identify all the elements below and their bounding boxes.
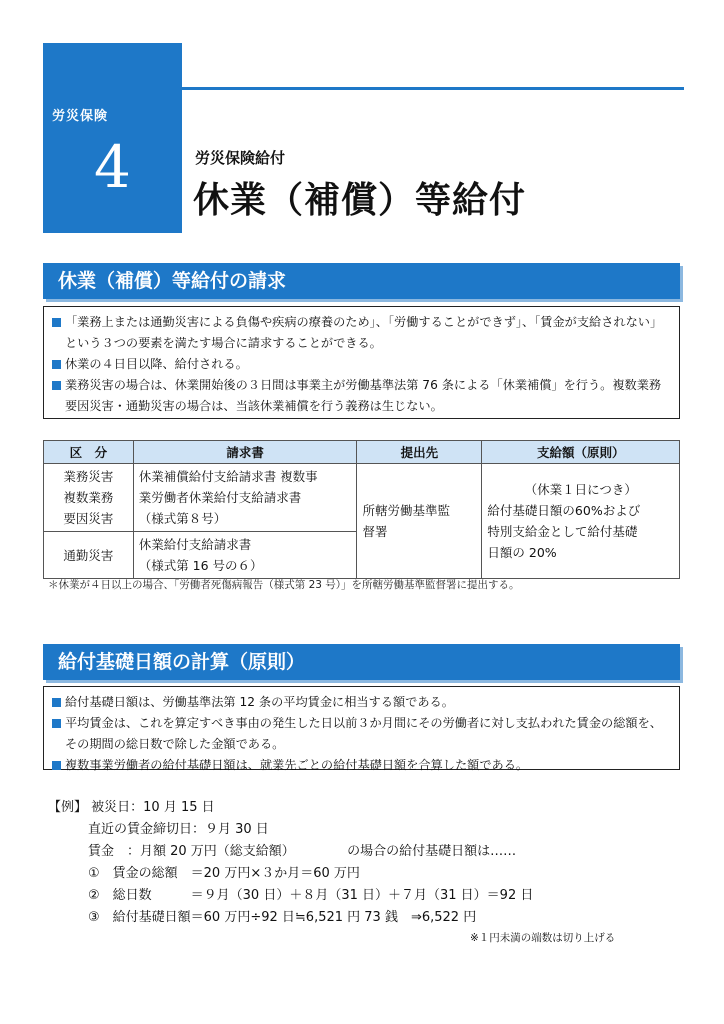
bullet-item: 複数事業労働者の給付基礎日額は、就業先ごとの給付基礎日額を合算した額である。 — [52, 755, 671, 776]
col-header-form: 請求書 — [133, 441, 357, 464]
cell-destination: 所轄労働基準監 督署 — [357, 464, 482, 579]
example-block — [48, 797, 533, 929]
example-step: ① 賃金の総額 ＝20 万円×３か月＝60 万円 — [88, 866, 360, 881]
col-header-amount: 支給額（原則） — [482, 441, 680, 464]
example-label: 【例】 — [48, 800, 88, 815]
chapter-number: 4 — [94, 133, 131, 201]
cell-category-work: 業務災害 複数業務 要因災害 — [44, 464, 134, 532]
page-title: 休業（補償）等給付 — [193, 180, 527, 221]
example-step: ② 総日数 ＝９月（30 日）＋８月（31 日）＋７月（31 日）＝92 日 — [88, 888, 534, 903]
table-header-row — [44, 441, 680, 464]
example-injury-date: 被災日：10 月 15 日 — [91, 800, 215, 815]
cell-form-work: 休業補償給付支給請求書 複数事 業労働者休業給付支給請求書 （様式第８号） — [133, 464, 357, 532]
calculation-box — [43, 686, 680, 770]
table-row — [44, 464, 680, 532]
page-subtitle: 労災保険給付 — [195, 149, 286, 167]
bullet-item: 「業務上または通勤災害による負傷や疾病の療養のため」、「労働することができず」、「賃金が支給されない」という３つの要素を満たす場合に請求することができる。 — [52, 312, 671, 354]
category-label: 労災保険 — [52, 109, 109, 124]
header-rule — [182, 87, 684, 90]
cell-form-commute: 休業給付支給請求書 （様式第 16 号の６） — [133, 532, 357, 579]
claim-conditions-box — [43, 306, 680, 419]
benefit-table — [43, 440, 680, 579]
bullet-item: 平均賃金は、これを算定すべき事由の発生した日以前３か月間にその労働者に対し支払われた賃金の総額を、その期間の総日数で除した金額である。 — [52, 713, 671, 755]
cell-amount: （休業１日につき） 給付基礎日額の60%および 特別支給金として給付基礎 日額の 20% — [482, 464, 680, 579]
example-footnote: ※１円未満の端数は切り上げる — [470, 932, 616, 944]
table-note: ＊休業が４日以上の場合、「労働者死傷病報告（様式第 23 号）」を所轄労働基準監督署に提出する。 — [48, 579, 520, 591]
bullet-item: 休業の４日目以降、給付される。 — [52, 354, 671, 375]
example-wage-tail: の場合の給付基礎日額は…… — [347, 844, 517, 859]
example-cutoff: 直近の賃金締切日：９月 30 日 — [88, 822, 269, 837]
col-header-category: 区 分 — [44, 441, 134, 464]
example-step: ③ 給付基礎日額＝60 万円÷92 日≒6,521 円 73 銭 ⇒6,522 円 — [88, 910, 477, 925]
example-wage: 賃金 ：月額 20 万円（総支給額） — [88, 844, 295, 859]
col-header-destination: 提出先 — [357, 441, 482, 464]
cell-category-commute: 通勤災害 — [44, 532, 134, 579]
bullet-item: 給付基礎日額は、労働基準法第 12 条の平均賃金に相当する額である。 — [52, 692, 671, 713]
bullet-item: 業務災害の場合は、休業開始後の３日間は事業主が労働基準法第 76 条による「休業補償」を行う。複数業務要因災害・通勤災害の場合は、当該休業補償を行う義務は生じない。 — [52, 375, 671, 417]
section-heading-calculation: 給付基礎日額の計算（原則） — [43, 644, 680, 680]
section-heading-claim: 休業（補償）等給付の請求 — [43, 263, 680, 299]
